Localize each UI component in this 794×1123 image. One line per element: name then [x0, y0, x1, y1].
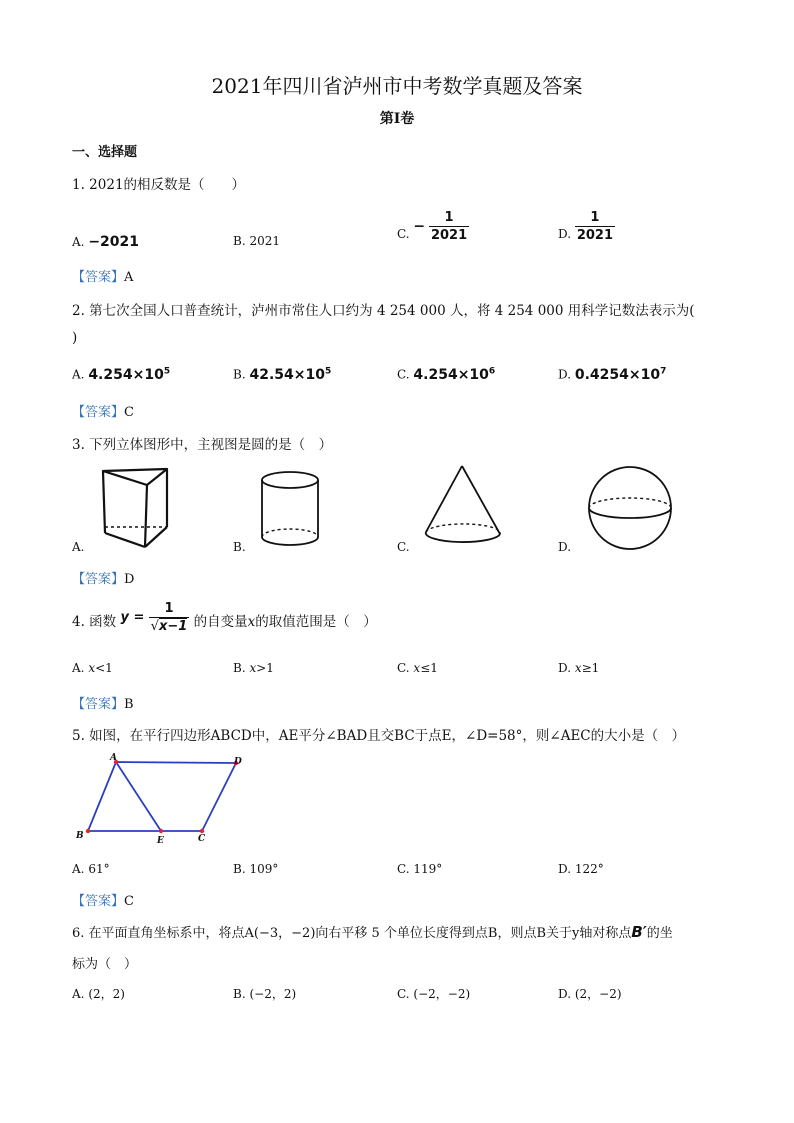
- q2-option-a: [72, 366, 170, 383]
- option-value: (2，2): [88, 987, 125, 1001]
- mantissa: 42.54×10: [249, 366, 325, 383]
- mantissa: 4.254×10: [413, 366, 489, 383]
- question-1-stem: 1. 2021的相反数是（ ）: [72, 177, 246, 193]
- question-5-stem: 5. 如图，在平行四边形ABCD中，AE平分∠BAD且交BC于点E，∠D=58°，则∠AEC的大小是（ ）: [72, 728, 686, 744]
- q3-option-a-label: A.: [72, 540, 85, 554]
- page-title: 2021年四川省泸州市中考数学真题及答案: [211, 74, 583, 98]
- option-value: 119°: [413, 862, 443, 876]
- numerator: 1: [590, 210, 600, 225]
- q6-option-c: [397, 985, 470, 1002]
- q4-option-d: [558, 661, 599, 675]
- parallelogram-figure: [74, 755, 254, 850]
- stem-text: 6. 在平面直角坐标系中，将点A(−3，−2)向右平移 5 个单位长度得到点B，则点B关于y轴对称点: [72, 926, 632, 941]
- q5-option-c: [397, 862, 442, 876]
- question-2-stem-line1: 2. 第七次全国人口普查统计，泸州市常住人口约为 4 254 000 人，将 4 254 000 用科学记数法表示为(: [72, 303, 695, 319]
- q1-answer: [72, 266, 133, 285]
- option-variable: x: [88, 661, 96, 675]
- label-c: C: [198, 834, 206, 844]
- q4-option-c: [397, 661, 438, 675]
- q2-option-d: [558, 366, 666, 383]
- q2-option-b: [233, 366, 331, 383]
- volume-subtitle: 第I卷: [379, 111, 415, 127]
- mantissa: 4.254×10: [88, 366, 164, 383]
- sphere-figure: [585, 462, 675, 552]
- option-label: C.: [397, 661, 410, 675]
- numerator: 1: [164, 601, 174, 616]
- q6-option-a: [72, 985, 125, 1002]
- q5-option-a: [72, 862, 110, 876]
- option-value: (−2，−2): [413, 987, 471, 1001]
- q4-option-a: [72, 661, 113, 675]
- option-label: A.: [72, 661, 85, 675]
- denominator: 2021: [430, 228, 468, 243]
- q6-option-b: [233, 985, 296, 1002]
- option-label: D.: [558, 661, 572, 675]
- answer-tag: 【答案】: [72, 894, 125, 909]
- answer-tag: 【答案】: [72, 697, 125, 712]
- fraction: [575, 210, 615, 243]
- fraction: [429, 210, 469, 243]
- formula-lhs: y =: [120, 610, 145, 625]
- cylinder-figure: [255, 465, 330, 555]
- triangular-prism-figure: [95, 465, 185, 550]
- option-label: C.: [397, 227, 410, 241]
- option-label: A.: [72, 235, 85, 249]
- question-6-stem-line1: [72, 922, 673, 941]
- sqrt-icon: √: [150, 619, 159, 634]
- denominator: 2021: [576, 228, 614, 243]
- option-variable: x: [249, 661, 257, 675]
- option-value: −2021: [88, 234, 140, 250]
- option-label: D.: [558, 367, 572, 382]
- stem-text: 的自变量: [193, 614, 248, 630]
- q3-option-b-label: B.: [233, 540, 246, 554]
- point-c: [200, 829, 204, 833]
- option-label: B.: [233, 987, 246, 1001]
- option-value: 109°: [249, 862, 279, 876]
- option-value: [249, 367, 331, 383]
- question-6-stem-line2: 标为（ ）: [72, 957, 138, 972]
- option-value: (2，−2): [574, 987, 622, 1001]
- q6-option-d: [558, 985, 622, 1002]
- point-b: [86, 829, 90, 833]
- label-a: A: [110, 753, 117, 763]
- mantissa: 0.4254×10: [574, 366, 661, 383]
- option-relation: ≥1: [581, 661, 600, 675]
- option-label: C.: [397, 862, 410, 876]
- minus-sign: −: [413, 218, 426, 235]
- q1-option-c: [397, 210, 469, 243]
- option-label: A.: [72, 987, 85, 1001]
- option-label: D.: [558, 227, 572, 241]
- option-label: A.: [72, 367, 85, 382]
- q2-option-c: [397, 366, 495, 383]
- option-label: D.: [558, 862, 572, 876]
- label-b: B: [76, 831, 84, 841]
- numerator: 1: [444, 210, 454, 225]
- point-e: [159, 829, 163, 833]
- question-2-stem-line2: ): [72, 330, 78, 346]
- option-label: A.: [72, 862, 85, 876]
- option-label: C.: [397, 987, 410, 1001]
- q4-answer: [72, 693, 134, 712]
- option-value: 61°: [88, 862, 110, 876]
- option-label: D.: [558, 987, 572, 1001]
- stem-text: 的取值范围是（ ）: [255, 614, 377, 630]
- q5-answer: [72, 890, 134, 909]
- q3-answer: [72, 568, 134, 587]
- stem-text: 的坐: [646, 926, 673, 941]
- option-value: [413, 367, 495, 383]
- label-e: E: [157, 836, 164, 846]
- exponent: 5: [163, 366, 171, 376]
- radicand: x−1: [158, 619, 188, 634]
- answer-tag: 【答案】: [72, 405, 125, 420]
- answer-tag: 【答案】: [72, 572, 125, 587]
- q3-option-c-label: C.: [397, 540, 410, 554]
- option-value: 122°: [574, 862, 604, 876]
- option-label: B.: [233, 661, 246, 675]
- option-value: 2021: [249, 234, 281, 248]
- option-relation: ≤1: [420, 661, 438, 675]
- answer-value: B: [124, 697, 134, 712]
- stem-prefix: 4. 函数: [72, 614, 117, 630]
- exponent: 5: [324, 366, 332, 376]
- formula-fraction: [149, 601, 190, 634]
- option-value: [575, 367, 667, 383]
- variable: x: [247, 614, 256, 630]
- answer-value: C: [124, 894, 134, 909]
- question-4-stem: [72, 601, 377, 634]
- option-label: C.: [397, 367, 410, 382]
- option-relation: >1: [256, 661, 274, 675]
- answer-value: A: [124, 270, 134, 285]
- q5-option-b: [233, 862, 278, 876]
- q4-option-b: [233, 661, 274, 675]
- option-variable: x: [574, 661, 582, 675]
- point-b-prime: B′: [631, 923, 647, 941]
- option-label: B.: [233, 367, 246, 382]
- option-label: B.: [233, 234, 246, 248]
- exponent: 6: [488, 366, 496, 376]
- label-d: D: [234, 757, 242, 767]
- stem-suffix: [194, 610, 377, 634]
- answer-value: C: [124, 405, 134, 420]
- denominator: [149, 617, 190, 634]
- answer-value: D: [124, 572, 135, 587]
- cone-figure: [420, 462, 510, 552]
- answer-tag: 【答案】: [72, 270, 125, 285]
- q1-option-a: [72, 234, 139, 250]
- section-heading: 一、选择题: [72, 145, 138, 160]
- q5-option-d: [558, 862, 604, 876]
- option-variable: x: [413, 661, 421, 675]
- q2-answer: [72, 401, 134, 420]
- option-label: B.: [233, 862, 246, 876]
- q3-option-d-label: D.: [558, 540, 572, 554]
- q1-option-d: [558, 210, 615, 243]
- question-3-stem: 3. 下列立体图形中，主视图是圆的是（ ）: [72, 437, 333, 453]
- option-value: (−2，2): [249, 987, 297, 1001]
- exponent: 7: [660, 366, 667, 376]
- option-value: [88, 367, 170, 383]
- q1-option-b: [233, 234, 280, 248]
- option-relation: <1: [95, 661, 113, 675]
